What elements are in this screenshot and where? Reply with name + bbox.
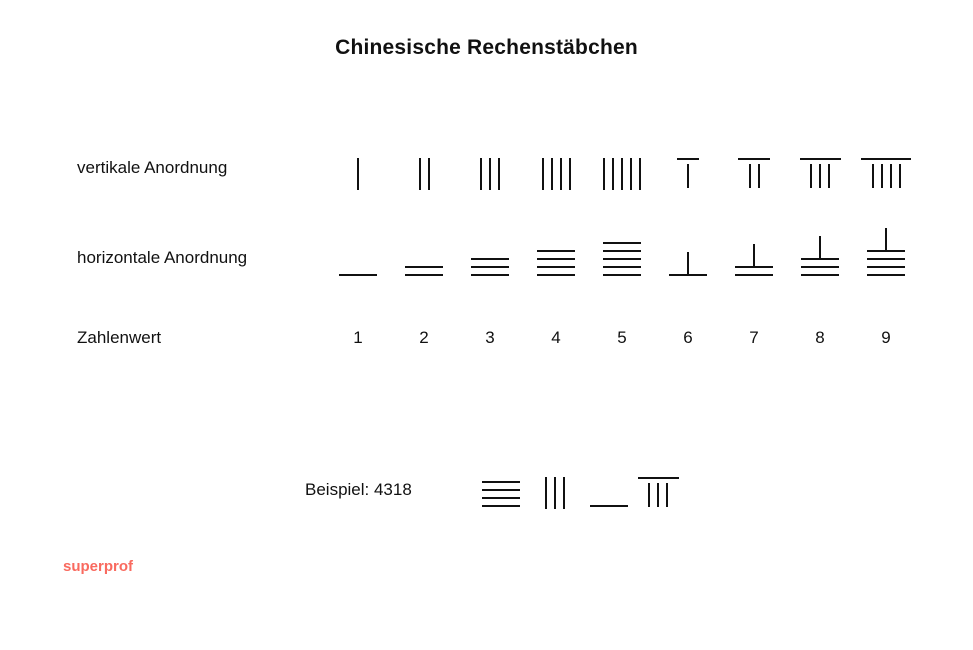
rod-lines: [603, 242, 641, 276]
rod-line: [537, 266, 575, 268]
rod-line: [537, 258, 575, 260]
rod-stick: [810, 164, 812, 188]
rod-stick: [563, 477, 565, 509]
rod-lines: [471, 258, 509, 276]
vertical-cell-1: [325, 138, 391, 202]
rod-stick: [612, 158, 614, 190]
rod-stick: [569, 158, 571, 190]
horizontal-rod-glyph: [581, 465, 637, 513]
rod-line: [603, 258, 641, 260]
horizontal-rod-glyph: [792, 234, 848, 282]
rod-bar: [861, 158, 911, 160]
row-label-value: Zahlenwert: [77, 328, 162, 347]
rod-sticks: [872, 164, 901, 188]
vertical-rod-glyph: [858, 146, 914, 194]
horizontal-rod-glyph: [473, 465, 529, 513]
rod-line: [867, 274, 905, 276]
rod-line: [603, 274, 641, 276]
example-glyph-1: [581, 465, 637, 513]
rod-stick: [630, 158, 632, 190]
rod-sticks: [542, 158, 571, 190]
rod-line: [471, 266, 509, 268]
vertical-rod-glyph: [396, 146, 452, 194]
rod-stick: [498, 158, 500, 190]
horizontal-rod-glyph: [660, 234, 716, 282]
rod-stick: [890, 164, 892, 188]
rod-stick: [758, 164, 760, 188]
rod-stick: [357, 158, 359, 190]
horizontal-cell-8: [787, 226, 853, 290]
rod-lines: [669, 274, 707, 276]
rod-lines: [339, 274, 377, 276]
rod-stem: [885, 228, 887, 250]
rod-line: [867, 266, 905, 268]
brand-watermark: superprof: [63, 558, 134, 575]
vertical-rod-glyph: [594, 146, 650, 194]
rod-stick: [881, 164, 883, 188]
rod-sticks: [480, 158, 500, 190]
horizontal-cell-7: [721, 226, 787, 290]
numeral-4: 4: [551, 328, 561, 347]
rod-lines: [537, 250, 575, 276]
rod-stem: [687, 252, 689, 274]
rod-stick: [828, 164, 830, 188]
example-glyph-4: [473, 465, 529, 513]
row-label-horizontal: horizontale Anordnung: [77, 248, 248, 267]
numeral-1: 1: [353, 328, 363, 347]
rod-lines: [735, 266, 773, 276]
rod-lines: [405, 266, 443, 276]
rod-stick: [542, 158, 544, 190]
rod-stick: [819, 164, 821, 188]
rod-line: [590, 505, 628, 507]
rod-lines: [867, 250, 905, 276]
rod-stem: [819, 236, 821, 258]
horizontal-cell-2: [391, 226, 457, 290]
horizontal-rod-glyph: [528, 234, 584, 282]
rod-stick: [560, 158, 562, 190]
vertical-cell-3: [457, 138, 523, 202]
vertical-rod-glyph: [726, 146, 782, 194]
rod-line: [801, 258, 839, 260]
rod-stick: [666, 483, 668, 507]
rod-line: [482, 497, 520, 499]
rod-sticks: [749, 164, 760, 188]
rod-stick: [428, 158, 430, 190]
rod-line: [537, 250, 575, 252]
row-label-vertical: vertikale Anordnung: [77, 158, 228, 177]
example-glyph-3: [527, 465, 583, 513]
numeral-2: 2: [419, 328, 429, 347]
rod-line: [482, 505, 520, 507]
rod-stick: [419, 158, 421, 190]
vertical-rod-glyph: [330, 146, 386, 194]
horizontal-cell-4: [523, 226, 589, 290]
rod-stick: [554, 477, 556, 509]
rod-line: [867, 258, 905, 260]
rod-sticks: [603, 158, 641, 190]
rod-stick: [639, 158, 641, 190]
numeral-3: 3: [485, 328, 495, 347]
numeral-5: 5: [617, 328, 627, 347]
rod-stick: [551, 158, 553, 190]
rod-stick: [657, 483, 659, 507]
vertical-cell-8: [787, 138, 853, 202]
rod-line: [603, 250, 641, 252]
horizontal-rod-glyph: [462, 234, 518, 282]
rod-stick: [545, 477, 547, 509]
example-glyph-8: [630, 465, 686, 513]
rod-sticks: [810, 164, 830, 188]
rod-lines: [590, 505, 628, 507]
horizontal-rod-glyph: [330, 234, 386, 282]
rod-bar: [638, 477, 679, 479]
rod-bar: [800, 158, 841, 160]
rod-stick: [872, 164, 874, 188]
rod-line: [471, 258, 509, 260]
rod-lines: [801, 258, 839, 276]
rod-sticks: [687, 164, 689, 188]
vertical-rod-glyph: [528, 146, 584, 194]
horizontal-rod-glyph: [858, 234, 914, 282]
numeral-6: 6: [683, 328, 693, 347]
rod-line: [471, 274, 509, 276]
vertical-cell-9: [853, 138, 919, 202]
horizontal-cell-6: [655, 226, 721, 290]
vertical-cell-5: [589, 138, 655, 202]
vertical-rod-glyph: [462, 146, 518, 194]
rod-line: [482, 481, 520, 483]
rod-stick: [603, 158, 605, 190]
rod-line: [603, 266, 641, 268]
rod-stick: [621, 158, 623, 190]
rod-sticks: [357, 158, 359, 190]
rod-sticks: [648, 483, 668, 507]
numeral-9: 9: [881, 328, 891, 347]
rod-sticks: [419, 158, 430, 190]
vertical-rod-glyph: [660, 146, 716, 194]
rod-line: [482, 489, 520, 491]
rod-bar: [738, 158, 770, 160]
rod-stick: [749, 164, 751, 188]
vertical-cell-6: [655, 138, 721, 202]
rod-lines: [482, 481, 520, 507]
horizontal-rod-glyph: [726, 234, 782, 282]
horizontal-rod-glyph: [396, 234, 452, 282]
numeral-8: 8: [815, 328, 825, 347]
rod-line: [339, 274, 377, 276]
vertical-cell-2: [391, 138, 457, 202]
horizontal-cell-3: [457, 226, 523, 290]
rod-line: [405, 266, 443, 268]
rod-bar: [677, 158, 699, 160]
rod-stem: [753, 244, 755, 266]
rod-line: [405, 274, 443, 276]
horizontal-cell-5: [589, 226, 655, 290]
rod-stick: [480, 158, 482, 190]
vertical-rod-glyph: [630, 465, 686, 513]
rod-sticks: [545, 477, 565, 509]
vertical-rod-glyph: [792, 146, 848, 194]
vertical-cell-4: [523, 138, 589, 202]
rod-line: [537, 274, 575, 276]
rod-stick: [648, 483, 650, 507]
page-title: Chinesische Rechenstäbchen: [335, 36, 638, 59]
rod-stick: [489, 158, 491, 190]
horizontal-cell-9: [853, 226, 919, 290]
rod-line: [603, 242, 641, 244]
rod-stick: [687, 164, 689, 188]
rod-stick: [899, 164, 901, 188]
rod-line: [669, 274, 707, 276]
example-label: Beispiel: 4318: [305, 480, 412, 499]
rod-line: [735, 266, 773, 268]
horizontal-cell-1: [325, 226, 391, 290]
rod-line: [867, 250, 905, 252]
rod-line: [735, 274, 773, 276]
rod-line: [801, 274, 839, 276]
vertical-rod-glyph: [527, 465, 583, 513]
rod-line: [801, 266, 839, 268]
vertical-cell-7: [721, 138, 787, 202]
horizontal-rod-glyph: [594, 234, 650, 282]
numeral-7: 7: [749, 328, 759, 347]
